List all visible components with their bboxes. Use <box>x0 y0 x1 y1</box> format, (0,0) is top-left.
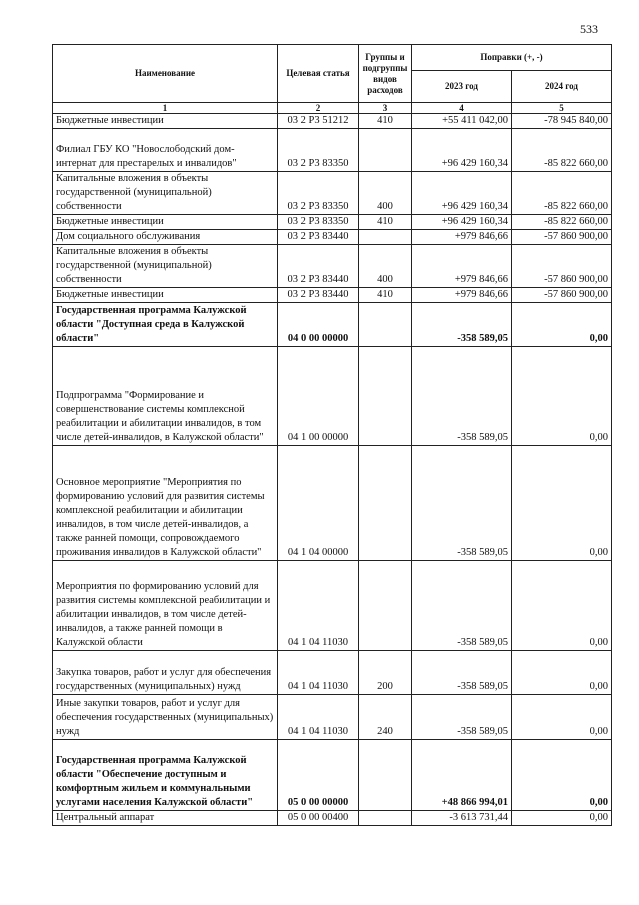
row-name: Подпрограмма "Формирование и совершенствование системы комплексной реабилитации и абилитации инвалидов, в том числе детей-инвалидов, в Калужской области" <box>53 347 278 446</box>
table-row <box>53 303 612 347</box>
row-group: 410 <box>359 288 412 303</box>
row-target-code: 04 1 04 11030 <box>278 651 359 695</box>
header-amendments: Поправки (+, -) <box>412 45 612 71</box>
row-value-2023: +979 846,66 <box>412 230 512 245</box>
column-number: 3 <box>359 103 412 114</box>
row-name: Государственная программа Калужской области "Доступная среда в Калужской области" <box>53 303 278 347</box>
row-value-2023: -358 589,05 <box>412 651 512 695</box>
row-group <box>359 230 412 245</box>
table-row <box>53 347 612 446</box>
row-target-code: 03 2 P3 83350 <box>278 215 359 230</box>
header-name: Наименование <box>53 45 278 103</box>
row-name: Иные закупки товаров, работ и услуг для обеспечения государственных (муниципальных) нужд <box>53 695 278 740</box>
row-value-2024: -85 822 660,00 <box>512 215 612 230</box>
row-name: Капитальные вложения в объекты государственной (муниципальной) собственности <box>53 172 278 215</box>
row-group: 400 <box>359 245 412 288</box>
row-name: Основное мероприятие "Мероприятия по формированию условий для развития системы комплексной реабилитации и абилитации инвалидов, в том числе детей-инвалидов, а также ранней помощи, сопровождаемого проживания инвалидов в Калужской области" <box>53 446 278 561</box>
page-number: 533 <box>580 22 598 36</box>
row-group: 400 <box>359 172 412 215</box>
row-value-2024: -85 822 660,00 <box>512 172 612 215</box>
row-target-code: 04 1 04 11030 <box>278 561 359 651</box>
row-value-2024: -57 860 900,00 <box>512 245 612 288</box>
row-value-2024: 0,00 <box>512 651 612 695</box>
row-target-code: 03 2 P3 83350 <box>278 172 359 215</box>
row-group: 410 <box>359 114 412 129</box>
header-year-2023: 2023 год <box>412 71 512 103</box>
row-name: Центральный аппарат <box>53 811 278 826</box>
table-row <box>53 740 612 811</box>
row-value-2024: -78 945 840,00 <box>512 114 612 129</box>
table-header <box>53 45 612 114</box>
table-row <box>53 811 612 826</box>
row-value-2023: +96 429 160,34 <box>412 129 512 172</box>
row-value-2023: +979 846,66 <box>412 288 512 303</box>
table-row <box>53 230 612 245</box>
row-value-2023: -358 589,05 <box>412 303 512 347</box>
row-group <box>359 303 412 347</box>
row-target-code: 04 0 00 00000 <box>278 303 359 347</box>
table-row <box>53 288 612 303</box>
row-name: Бюджетные инвестиции <box>53 114 278 129</box>
row-value-2024: -57 860 900,00 <box>512 230 612 245</box>
row-value-2023: +96 429 160,34 <box>412 172 512 215</box>
row-target-code: 05 0 00 00000 <box>278 740 359 811</box>
row-target-code: 04 1 00 00000 <box>278 347 359 446</box>
column-numbers-row <box>53 103 612 114</box>
row-value-2023: -358 589,05 <box>412 347 512 446</box>
header-year-2024: 2024 год <box>512 71 612 103</box>
budget-table <box>52 44 612 826</box>
header-groups: Группы и подгруппы видов расходов <box>359 45 412 103</box>
table-row <box>53 215 612 230</box>
row-value-2024: -85 822 660,00 <box>512 129 612 172</box>
row-name: Капитальные вложения в объекты государственной (муниципальной) собственности <box>53 245 278 288</box>
row-name: Государственная программа Калужской области "Обеспечение доступным и комфортным жильем и коммунальными услугами населения Калужской области" <box>53 740 278 811</box>
column-number: 2 <box>278 103 359 114</box>
row-group <box>359 347 412 446</box>
row-target-code: 04 1 04 11030 <box>278 695 359 740</box>
row-name: Дом социального обслуживания <box>53 230 278 245</box>
row-group: 200 <box>359 651 412 695</box>
row-target-code: 05 0 00 00400 <box>278 811 359 826</box>
row-group: 240 <box>359 695 412 740</box>
row-value-2023: -358 589,05 <box>412 695 512 740</box>
row-name: Бюджетные инвестиции <box>53 215 278 230</box>
row-target-code: 03 2 P3 83440 <box>278 230 359 245</box>
row-group <box>359 740 412 811</box>
row-name: Закупка товаров, работ и услуг для обеспечения государственных (муниципальных) нужд <box>53 651 278 695</box>
row-name: Мероприятия по формированию условий для развития системы комплексной реабилитации и абилитации инвалидов, в том числе детей-инвалидов, а также ранней помощи в Калужской области <box>53 561 278 651</box>
row-value-2023: +979 846,66 <box>412 245 512 288</box>
row-value-2023: +96 429 160,34 <box>412 215 512 230</box>
table-row <box>53 114 612 129</box>
row-target-code: 04 1 04 00000 <box>278 446 359 561</box>
row-value-2024: 0,00 <box>512 561 612 651</box>
row-value-2024: 0,00 <box>512 446 612 561</box>
row-group <box>359 129 412 172</box>
row-value-2023: -3 613 731,44 <box>412 811 512 826</box>
column-number: 5 <box>512 103 612 114</box>
row-value-2024: 0,00 <box>512 303 612 347</box>
row-value-2023: -358 589,05 <box>412 561 512 651</box>
table-row <box>53 651 612 695</box>
row-value-2023: +55 411 042,00 <box>412 114 512 129</box>
row-target-code: 03 2 P3 83350 <box>278 129 359 172</box>
row-value-2024: 0,00 <box>512 347 612 446</box>
row-group <box>359 811 412 826</box>
row-name: Бюджетные инвестиции <box>53 288 278 303</box>
column-number: 4 <box>412 103 512 114</box>
column-number: 1 <box>53 103 278 114</box>
row-value-2023: -358 589,05 <box>412 446 512 561</box>
table-row <box>53 695 612 740</box>
row-target-code: 03 2 P3 83440 <box>278 245 359 288</box>
table-row <box>53 245 612 288</box>
table-row <box>53 172 612 215</box>
row-name: Филиал ГБУ КО "Новослободский дом-интернат для престарелых и инвалидов" <box>53 129 278 172</box>
row-group <box>359 446 412 561</box>
row-value-2024: -57 860 900,00 <box>512 288 612 303</box>
header-target: Целевая статья <box>278 45 359 103</box>
row-target-code: 03 2 P3 83440 <box>278 288 359 303</box>
row-group <box>359 561 412 651</box>
row-value-2023: +48 866 994,01 <box>412 740 512 811</box>
row-target-code: 03 2 P3 51212 <box>278 114 359 129</box>
table-row <box>53 446 612 561</box>
table-row <box>53 129 612 172</box>
row-value-2024: 0,00 <box>512 695 612 740</box>
table-row <box>53 561 612 651</box>
row-value-2024: 0,00 <box>512 740 612 811</box>
row-group: 410 <box>359 215 412 230</box>
table-body <box>53 114 612 826</box>
row-value-2024: 0,00 <box>512 811 612 826</box>
